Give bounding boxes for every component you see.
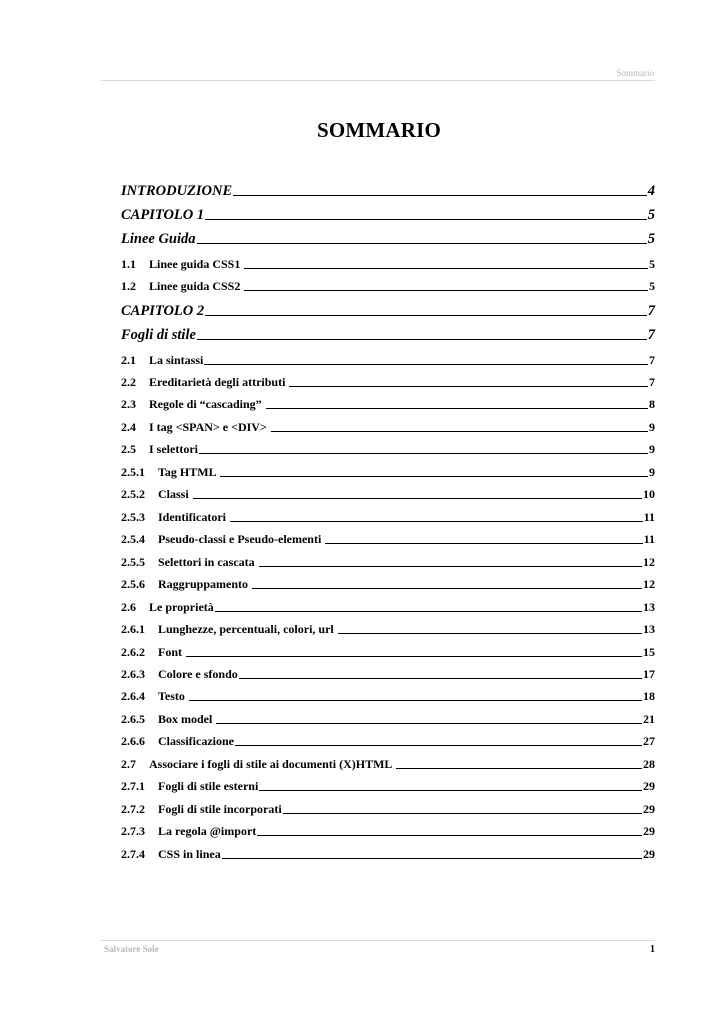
- toc-entry-label: [121, 353, 203, 368]
- toc-entry-text: Lunghezze, percentuali, colori, url: [158, 622, 337, 636]
- toc-entry-page: 5: [647, 207, 655, 223]
- toc-entry-number: 2.7.1: [121, 779, 145, 793]
- toc-leader-line: [396, 768, 642, 769]
- toc-leader-line: [325, 543, 642, 544]
- toc-entry-text: Pseudo-classi e Pseudo-elementi: [158, 532, 325, 546]
- toc-entry-number: 1.2: [121, 279, 136, 293]
- toc-entry-text: Raggruppamento: [158, 577, 252, 591]
- toc-entry-label: [121, 375, 288, 390]
- toc-leader-line: [189, 700, 642, 701]
- toc-entry-text: Le proprietà: [149, 600, 214, 614]
- toc-entry-page: 29: [643, 802, 655, 816]
- toc-leader-line: [252, 588, 642, 589]
- toc-entry-page: 5: [649, 257, 655, 271]
- toc-entry[interactable]: [121, 324, 655, 344]
- toc-entry-number: 2.5.3: [121, 510, 145, 524]
- toc-leader-line: [233, 195, 647, 196]
- toc-entry-label: [121, 465, 219, 480]
- toc-entry[interactable]: [121, 276, 655, 294]
- toc-entry[interactable]: [121, 844, 655, 862]
- toc-entry-number: 2.3: [121, 397, 136, 411]
- toc-entry-text: I tag <SPAN> e <DIV>: [149, 420, 270, 434]
- toc-entry-page: 7: [647, 327, 655, 343]
- toc-entry-text: I selettori: [149, 442, 198, 456]
- toc-leader-line: [244, 268, 648, 269]
- toc-entry-label: [121, 279, 243, 294]
- toc-leader-line: [205, 315, 647, 316]
- toc-entry[interactable]: [121, 664, 655, 682]
- toc-entry-label: [121, 183, 232, 200]
- toc-leader-line: [257, 835, 642, 836]
- toc-entry-page: 28: [643, 757, 655, 771]
- toc-entry-page: 17: [643, 667, 655, 681]
- toc-entry-label: [121, 555, 258, 570]
- toc-entry-page: 29: [643, 847, 655, 861]
- toc-entry[interactable]: [121, 417, 655, 435]
- toc-entry-page: 11: [643, 510, 655, 524]
- toc-entry-text: Identificatori: [158, 510, 229, 524]
- toc-entry-label: [121, 757, 395, 772]
- toc-entry-text: Fogli di stile: [121, 327, 196, 343]
- toc-entry[interactable]: [121, 462, 655, 480]
- toc-leader-line: [215, 611, 642, 612]
- toc-entry-label: [121, 622, 337, 637]
- toc-entry-label: [121, 487, 192, 502]
- toc-entry[interactable]: [121, 180, 655, 200]
- toc-entry-page: 29: [643, 779, 655, 793]
- toc-entry-number: 2.6.3: [121, 667, 145, 681]
- toc-entry[interactable]: [121, 439, 655, 457]
- toc-leader-line: [239, 678, 642, 679]
- toc-entry-label: [121, 712, 215, 727]
- toc-leader-line: [220, 476, 648, 477]
- toc-entry-text: Font: [158, 645, 185, 659]
- toc-entry-label: [121, 207, 204, 224]
- toc-entry-text: CAPITOLO 1: [121, 207, 205, 223]
- toc-entry-text: Fogli di stile esterni: [158, 779, 259, 793]
- page-title: SOMMARIO: [316, 118, 442, 142]
- toc-entry-text: Linee guida CSS1: [149, 257, 244, 271]
- toc-leader-line: [216, 723, 642, 724]
- toc-entry-page: 5: [649, 279, 655, 293]
- toc-entry[interactable]: [121, 300, 655, 320]
- toc-entry-label: [121, 303, 204, 320]
- toc-entry-number: 2.6.4: [121, 689, 145, 703]
- toc-entry-number: 2.5.5: [121, 555, 145, 569]
- toc-entry[interactable]: [121, 597, 655, 615]
- toc-leader-line: [235, 745, 642, 746]
- toc-entry-number: 2.6: [121, 600, 136, 614]
- toc-leader-line: [338, 633, 642, 634]
- toc-entry-text: INTRODUZIONE: [121, 183, 233, 199]
- toc-entry-page: 12: [643, 555, 655, 569]
- toc-entry[interactable]: [121, 372, 655, 390]
- toc-entry-page: 5: [647, 231, 655, 247]
- toc-leader-line: [259, 790, 642, 791]
- toc-entry-label: [121, 734, 234, 749]
- toc-entry-page: 11: [643, 532, 655, 546]
- toc-leader-line: [283, 813, 642, 814]
- toc-entry-text: Ereditarietà degli attributi: [149, 375, 289, 389]
- toc-entry[interactable]: [121, 799, 655, 817]
- toc-entry[interactable]: [121, 642, 655, 660]
- footer-divider: [101, 940, 655, 941]
- toc-entry-text: CSS in linea: [158, 847, 221, 861]
- toc-entry[interactable]: [121, 529, 655, 547]
- toc-entry-label: [121, 779, 258, 794]
- toc-entry[interactable]: [121, 731, 655, 749]
- toc-entry-page: 29: [643, 824, 655, 838]
- toc-entry-page: 13: [643, 622, 655, 636]
- toc-entry[interactable]: [121, 709, 655, 727]
- toc-entry[interactable]: [121, 394, 655, 412]
- toc-entry-number: 2.6.1: [121, 622, 145, 636]
- toc-entry[interactable]: [121, 507, 655, 525]
- toc-entry-number: 2.6.6: [121, 734, 145, 748]
- toc-entry-text: Classificazione: [158, 734, 234, 748]
- toc-entry-page: 7: [649, 353, 655, 367]
- toc-entry[interactable]: [121, 821, 655, 839]
- toc-entry-page: 9: [649, 420, 655, 434]
- toc-entry-label: [121, 645, 185, 660]
- toc-entry[interactable]: [121, 776, 655, 794]
- toc-entry-text: Linee Guida: [121, 231, 196, 247]
- toc-entry-number: 2.7.4: [121, 847, 145, 861]
- toc-leader-line: [193, 498, 642, 499]
- toc-entry-number: 2.1: [121, 353, 136, 367]
- toc-entry-text: Testo: [158, 689, 188, 703]
- toc-leader-line: [244, 290, 648, 291]
- toc-entry-page: 8: [649, 397, 655, 411]
- toc-entry-label: [121, 577, 251, 592]
- toc-entry-page: 15: [643, 645, 655, 659]
- toc-leader-line: [266, 408, 648, 409]
- toc-leader-line: [197, 243, 647, 244]
- toc-leader-line: [271, 431, 648, 432]
- toc-entry-label: [121, 327, 196, 344]
- toc-leader-line: [204, 364, 648, 365]
- toc-leader-line: [197, 339, 647, 340]
- toc-entry-text: Regole di “cascading”: [149, 397, 265, 411]
- toc-entry-number: 2.7.2: [121, 802, 145, 816]
- toc-entry-page: 27: [643, 734, 655, 748]
- toc-entry-page: 4: [647, 183, 655, 199]
- toc-entry-page: 7: [647, 303, 655, 319]
- toc-entry-number: 2.6.5: [121, 712, 145, 726]
- toc-entry-number: 1.1: [121, 257, 136, 271]
- toc-entry-label: [121, 231, 196, 248]
- toc-entry-label: [121, 824, 256, 839]
- toc-entry-page: 13: [643, 600, 655, 614]
- toc-entry[interactable]: [121, 204, 655, 224]
- toc-leader-line: [289, 386, 648, 387]
- toc-entry[interactable]: [121, 254, 655, 272]
- toc-entry-number: 2.7.3: [121, 824, 145, 838]
- toc-leader-line: [186, 656, 642, 657]
- toc-entry-label: [121, 397, 265, 412]
- toc-entry-number: 2.2: [121, 375, 136, 389]
- toc-entry-number: 2.7: [121, 757, 136, 771]
- toc-entry-page: 18: [643, 689, 655, 703]
- toc-entry-number: 2.6.2: [121, 645, 145, 659]
- footer-page-number: 1: [650, 944, 655, 955]
- toc-leader-line: [205, 219, 647, 220]
- toc-entry-text: Selettori in cascata: [158, 555, 258, 569]
- toc-entry-text: La sintassi: [149, 353, 204, 367]
- toc-entry-text: Linee guida CSS2: [149, 279, 244, 293]
- toc-entry-label: [121, 689, 188, 704]
- toc-entry-page: 10: [643, 487, 655, 501]
- toc-entry-number: 2.5.4: [121, 532, 145, 546]
- toc-entry-text: Associare i fogli di stile ai documenti (X)HTML: [149, 757, 395, 771]
- toc-entry[interactable]: [121, 552, 655, 570]
- footer-author: Salvatore Sole: [104, 944, 159, 954]
- toc-entry-page: 21: [643, 712, 655, 726]
- toc-entry-page: 9: [649, 442, 655, 456]
- toc-leader-line: [222, 858, 642, 859]
- header-title: Sommario: [616, 68, 654, 78]
- toc-entry-number: 2.5.6: [121, 577, 145, 591]
- toc-entry-text: Classi: [158, 487, 192, 501]
- toc-entry[interactable]: [121, 754, 655, 772]
- toc-entry-label: [121, 847, 221, 862]
- toc-leader-line: [199, 453, 648, 454]
- toc-leader-line: [230, 521, 643, 522]
- toc-entry-label: [121, 442, 198, 457]
- toc-entry-label: [121, 257, 243, 272]
- toc-entry-label: [121, 667, 238, 682]
- toc-entry-label: [121, 532, 324, 547]
- toc-entry-page: 12: [643, 577, 655, 591]
- toc-entry-number: 2.5: [121, 442, 136, 456]
- toc-entry[interactable]: [121, 350, 655, 368]
- toc-entry[interactable]: [121, 228, 655, 248]
- header-divider: [101, 80, 655, 81]
- toc-entry-text: Colore e sfondo: [158, 667, 238, 681]
- toc-leader-line: [259, 566, 642, 567]
- toc-entry-label: [121, 510, 229, 525]
- toc-entry-text: Tag HTML: [158, 465, 219, 479]
- toc-entry-number: 2.4: [121, 420, 136, 434]
- toc-entry-page: 7: [649, 375, 655, 389]
- toc-entry-text: La regola @import: [158, 824, 257, 838]
- toc-entry-text: Fogli di stile incorporati: [158, 802, 282, 816]
- toc-entry-label: [121, 420, 270, 435]
- toc-entry-label: [121, 802, 282, 817]
- toc-entry-text: Box model: [158, 712, 216, 726]
- toc-entry-text: CAPITOLO 2: [121, 303, 205, 319]
- toc-entry-label: [121, 600, 214, 615]
- toc-entry[interactable]: [121, 686, 655, 704]
- toc-entry-number: 2.5.2: [121, 487, 145, 501]
- toc-entry[interactable]: [121, 574, 655, 592]
- toc-entry-page: 9: [649, 465, 655, 479]
- toc-entry-number: 2.5.1: [121, 465, 145, 479]
- toc-entry[interactable]: [121, 484, 655, 502]
- toc-entry[interactable]: [121, 619, 655, 637]
